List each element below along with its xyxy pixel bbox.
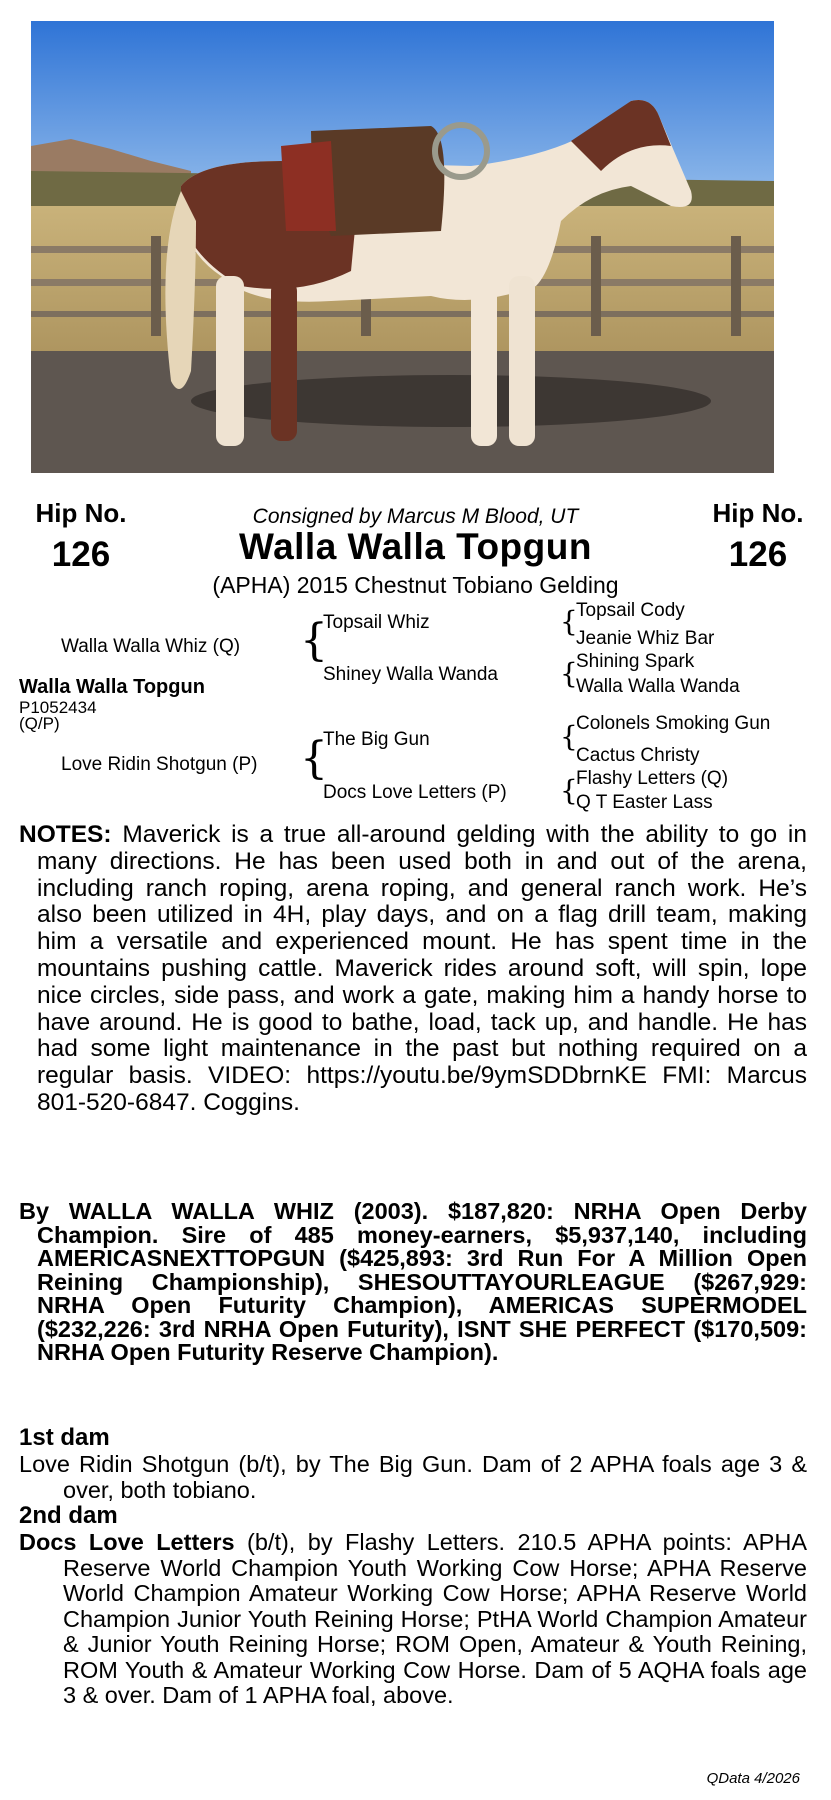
notes-text: Maverick is a true all-around gelding with the ability to go in many directions. He has been used both in and out of the arena, including ranch roping, arena roping, and general ranch work. He’s also been utilized in 4H, play days, and on a flag drill team, making him a versatile and experienced mount. He has spent time in the mountains pushing cattle. Maverick rides around soft, will spin, lope nice circles, side pass, and work a gate, making him a handy horse to have around. He is good to bathe, load, tack up, and handle. He has had some light maintenance in the past but nothing required on a regular basis. VIDEO: https://youtu.be/9ymSDDbrnKE FMI: Marcus 801-520-6847. Coggins. — [37, 821, 807, 1116]
brace-dd: { — [560, 774, 578, 807]
hip-number-value-right: 126 — [728, 535, 788, 574]
pedigree-dd-sire: Flashy Letters (Q) — [576, 768, 729, 789]
pedigree-sire: Walla Walla Whiz (Q) — [61, 636, 241, 657]
second-dam-text: (b/t), by Flashy Letters. 210.5 APHA points: APHA Reserve World Champion Youth Working Cow Horse; APHA Reserve World Champion Amateur Working Cow Horse; APHA Reserve World Champion Junior Youth Reining Horse; PtHA World Champion Amateur & Junior Youth Reining Horse; ROM Open, Amateur & Youth Reining, ROM Youth & Amateur Working Cow Horse. Dam of 5 AQHA foals age 3 & over. Dam of 1 APHA foal, above. — [63, 1529, 808, 1708]
brace-sd: { — [560, 657, 578, 690]
second-dam-paragraph — [19, 1530, 807, 1709]
pedigree-registration: P1052434 — [19, 698, 97, 717]
second-dam-name: Docs Love Letters — [19, 1529, 235, 1555]
horse-photo — [31, 21, 774, 473]
pedigree-sd-sire: Shining Spark — [576, 651, 695, 672]
pedigree-sire-sire: Topsail Whiz — [323, 612, 430, 633]
brace-ss: { — [560, 605, 578, 638]
pedigree-ss-dam: Jeanie Whiz Bar — [576, 628, 715, 649]
pedigree-ds-dam: Cactus Christy — [576, 745, 700, 766]
first-dam-heading: 1st dam — [19, 1424, 110, 1451]
pedigree-sd-dam: Walla Walla Wanda — [576, 676, 740, 697]
sire-info-paragraph: By WALLA WALLA WHIZ (2003). $187,820: NRHA Open Derby Champion. Sire of 485 money-earners, $5,937,140, including AMERICASNEXTTOPGUN ($425,893: 3rd Run For A Million Open Reining Championship), SHESOUTTAYOURLEAGUE ($267,929: NRHA Open Futurity Champion), AMERICAS SUPERMODEL ($232,226: 3rd NRHA Open Futurity), ISNT SHE PERFECT ($170,509: NRHA Open Futurity Reserve Champion). — [19, 1198, 807, 1365]
hip-number-value-left: 126 — [51, 535, 111, 574]
horse-name-title: Walla Walla Topgun — [239, 526, 592, 567]
consignor: Consigned by Marcus M Blood, UT — [252, 505, 579, 528]
brace-dam: { — [300, 733, 328, 784]
pedigree-dam-dam: Docs Love Letters (P) — [323, 782, 507, 803]
brace-ds: { — [560, 720, 578, 753]
hip-label-right: Hip No. — [712, 498, 804, 528]
pedigree-breed-code: (Q/P) — [19, 714, 60, 733]
pedigree-ds-sire: Colonels Smoking Gun — [576, 713, 771, 734]
horse-description: (APHA) 2015 Chestnut Tobiano Gelding — [212, 572, 619, 598]
notes-label: NOTES: — [19, 821, 112, 848]
pedigree-sire-dam: Shiney Walla Wanda — [323, 664, 498, 685]
brace-sire: { — [300, 615, 328, 666]
second-dam-heading: 2nd dam — [19, 1502, 118, 1529]
footer-qdata: QData 4/2026 — [706, 1770, 800, 1787]
notes-paragraph — [19, 822, 807, 1117]
first-dam-text: Love Ridin Shotgun (b/t), by The Big Gun. Dam of 2 APHA foals age 3 & over, both tobiano. — [19, 1451, 807, 1503]
pedigree-dam-sire: The Big Gun — [323, 729, 430, 750]
hip-label-left: Hip No. — [35, 498, 127, 528]
pedigree-dam: Love Ridin Shotgun (P) — [61, 754, 258, 775]
pedigree-subject: Walla Walla Topgun — [19, 676, 205, 698]
pedigree-dd-dam: Q T Easter Lass — [576, 792, 713, 813]
pedigree-ss-sire: Topsail Cody — [576, 600, 685, 621]
